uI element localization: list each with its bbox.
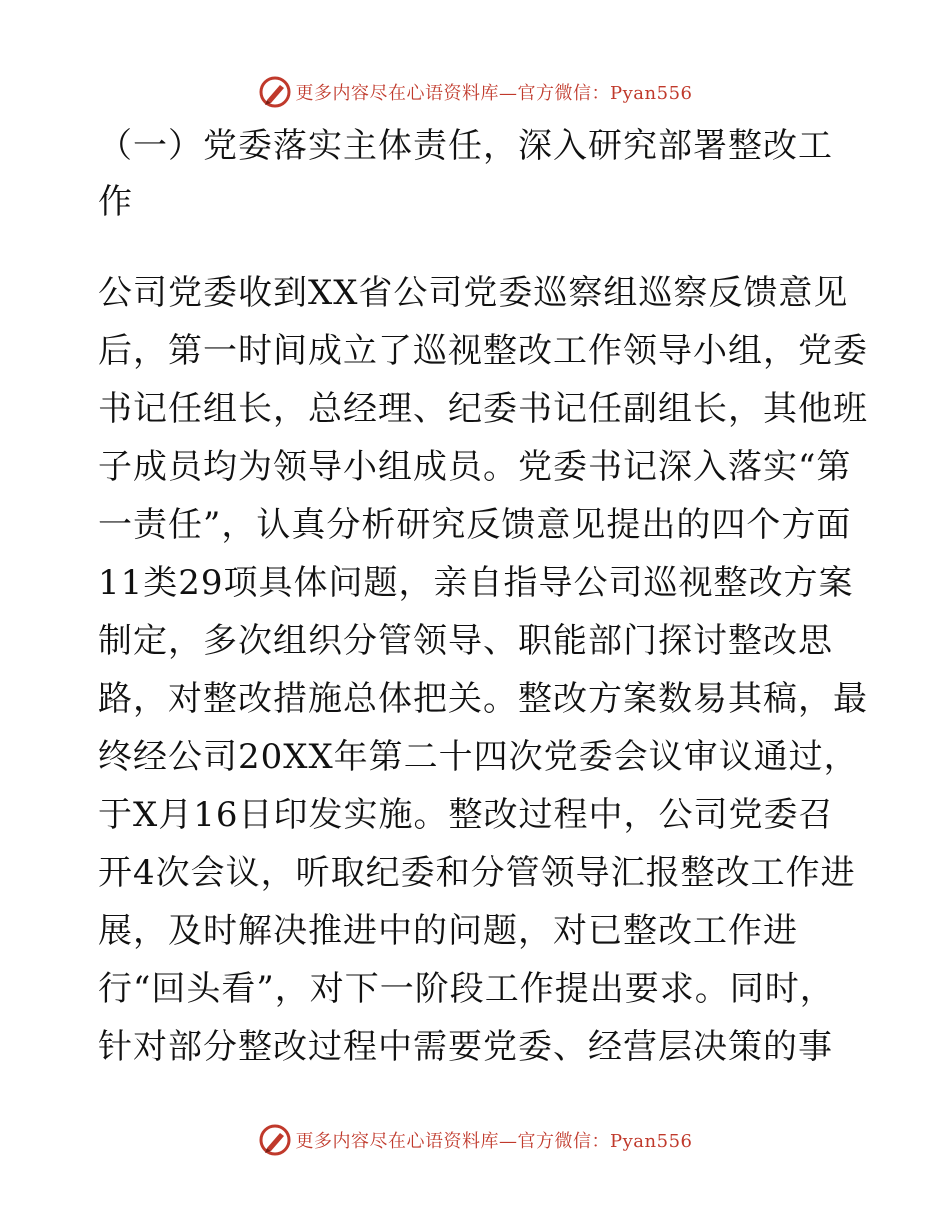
- footer-banner: [0, 1120, 950, 1160]
- paragraph-line: 子成员均为领导小组成员。党委书记深入落实“第: [98, 447, 852, 487]
- document-body: [98, 118, 868, 1076]
- paragraph-line: 后，第一时间成立了巡视整改工作领导小组，党委: [98, 331, 868, 371]
- paragraph-line: 针对部分整改过程中需要党委、经营层决策的事: [98, 1027, 833, 1067]
- paragraph-line: 开4次会议，听取纪委和分管领导汇报整改工作进: [98, 853, 856, 893]
- paragraph-line: 行“回头看”，对下一阶段工作提出要求。同时，: [98, 969, 835, 1009]
- paragraph-line: 路，对整改措施总体把关。整改方案数易其稿，最: [98, 679, 868, 719]
- pen-logo-icon: [258, 75, 292, 109]
- banner-text: 更多内容尽在心语资料库—官方微信：Pyan556: [295, 1131, 693, 1152]
- section-heading: （一）党委落实主体责任，深入研究部署整改工作: [98, 126, 833, 222]
- paragraph-line: 终经公司20XX年第二十四次党委会议审议通过，: [98, 737, 859, 777]
- paragraph-line: 一责任”，认真分析研究反馈意见提出的四个方面: [98, 505, 852, 545]
- banner-text: 更多内容尽在心语资料库—官方微信：Pyan556: [295, 83, 693, 104]
- paragraph-line: 展，及时解决推进中的问题，对已整改工作进: [98, 911, 798, 951]
- paragraph-line: 书记任组长，总经理、纪委书记任副组长，其他班: [98, 389, 868, 429]
- pen-logo-icon: [258, 1123, 292, 1157]
- paragraph: [98, 264, 868, 1076]
- paragraph-line: 制定，多次组织分管领导、职能部门探讨整改思: [98, 621, 833, 661]
- paragraph-line: 11类29项具体问题，亲自指导公司巡视整改方案: [98, 563, 854, 603]
- paragraph-line: 公司党委收到XX省公司党委巡察组巡察反馈意见: [98, 273, 849, 313]
- header-banner: [0, 72, 950, 112]
- paragraph-line: 于X月16日印发实施。整改过程中，公司党委召: [98, 795, 834, 835]
